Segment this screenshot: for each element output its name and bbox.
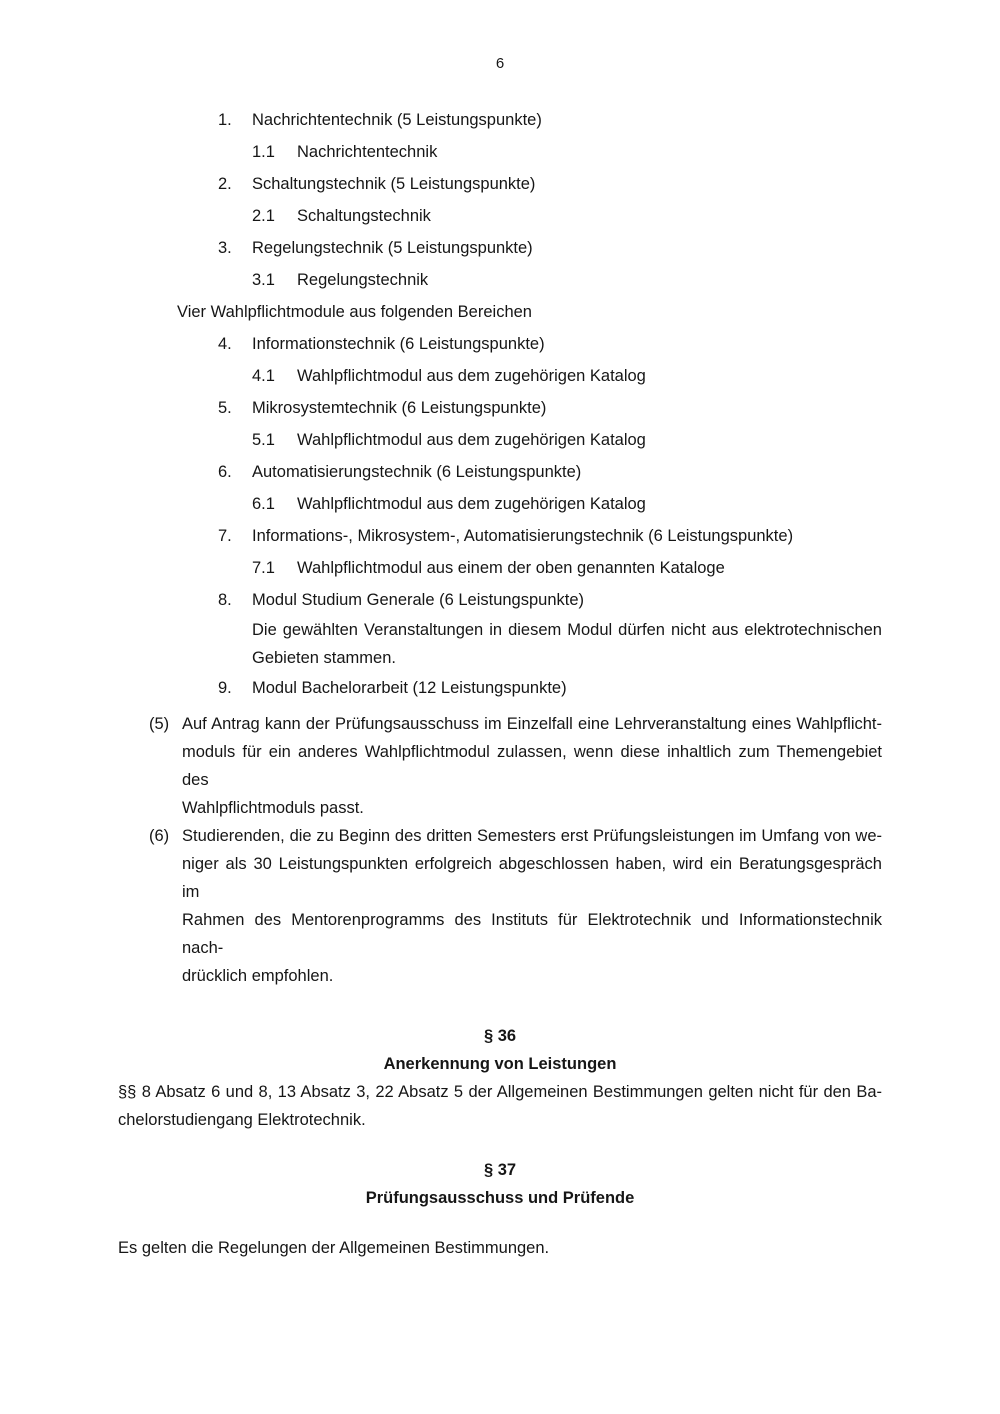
studium-generale-note-line-1: Die gewählten Veranstaltungen in diesem Modul dürfen nicht aus elektrotechnischen: [252, 621, 882, 639]
list-subitem-2-1-number: 2.1: [252, 207, 275, 225]
list-item-5-label: Mikrosystemtechnik (6 Leistungspunkte): [252, 399, 547, 417]
list-subitem-2-1-label: Schaltungstechnik: [297, 207, 431, 225]
paragraph-5-line-3: Wahlpflichtmoduls passt.: [182, 799, 364, 817]
list-item-9-number: 9.: [218, 679, 232, 697]
page-number: 6: [495, 55, 505, 72]
list-subitem-3-1-label: Regelungstechnik: [297, 271, 429, 289]
list-subitem-6-1-label: Wahlpflichtmodul aus dem zugehörigen Katalog: [297, 495, 646, 513]
paragraph-6-line-2: niger als 30 Leistungspunkten erfolgreich abgeschlossen haben, wird ein Beratungsgespräch im: [182, 855, 882, 901]
list-subitem-1-1-label: Nachrichtentechnik: [297, 143, 438, 161]
section-37-body: [118, 1234, 882, 1262]
paragraph-5-marker: (5): [149, 715, 170, 733]
list-subitem-7-1-number: 7.1: [252, 559, 275, 577]
list-item-9: [118, 672, 882, 704]
list-item-2-number: 2.: [218, 175, 232, 193]
list-item-8-label: Modul Studium Generale (6 Leistungspunkte): [252, 591, 585, 609]
list-subitem-7-1: [118, 552, 882, 584]
list-subitem-3-1: [118, 264, 882, 296]
electives-intro: Vier Wahlpflichtmodule aus folgenden Bereichen: [177, 303, 532, 321]
list-item-1: [118, 104, 882, 136]
list-subitem-3-1-number: 3.1: [252, 271, 275, 289]
list-item-1-label: Nachrichtentechnik (5 Leistungspunkte): [252, 111, 542, 129]
list-subitem-5-1: [118, 424, 882, 456]
list-subitem-2-1: [118, 200, 882, 232]
list-subitem-6-1: [118, 488, 882, 520]
studium-generale-note-line-2: Gebieten stammen.: [252, 649, 396, 667]
list-subitem-7-1-label: Wahlpflichtmodul aus einem der oben genannten Kataloge: [297, 559, 725, 577]
paragraph-5-line-2: moduls für ein anderes Wahlpflichtmodul zulassen, wenn diese inhaltlich zum Themengebiet des: [182, 743, 882, 789]
list-item-4-label: Informationstechnik (6 Leistungspunkte): [252, 335, 545, 353]
section-37-number: § 37: [483, 1161, 517, 1179]
paragraph-5: [118, 710, 882, 822]
list-item-3-number: 3.: [218, 239, 232, 257]
list-item-8-number: 8.: [218, 591, 232, 609]
list-item-3: [118, 232, 882, 264]
list-item-4-number: 4.: [218, 335, 232, 353]
list-item-7-label: Informations-, Mikrosystem-, Automatisierungstechnik (6 Leistungspunkte): [252, 527, 794, 545]
section-36-body-line-1: §§ 8 Absatz 6 und 8, 13 Absatz 3, 22 Absatz 5 der Allgemeinen Bestimmungen gelten nicht für den Ba-: [118, 1083, 882, 1101]
list-item-9-label: Modul Bachelorarbeit (12 Leistungspunkte): [252, 679, 567, 697]
list-subitem-4-1-label: Wahlpflichtmodul aus dem zugehörigen Katalog: [297, 367, 646, 385]
list-subitem-1-1-number: 1.1: [252, 143, 275, 161]
paragraph-6: [118, 822, 882, 990]
list-item-1-number: 1.: [218, 111, 232, 129]
section-36: [118, 1022, 882, 1134]
list-item-6-number: 6.: [218, 463, 232, 481]
section-36-body: [118, 1078, 882, 1134]
paragraph-6-line-3: Rahmen des Mentorenprogramms des Instituts für Elektrotechnik und Informationstechnik nach-: [182, 911, 882, 957]
list-subitem-1-1: [118, 136, 882, 168]
paragraph-5-line-1: Auf Antrag kann der Prüfungsausschuss im Einzelfall eine Lehrveranstaltung eines Wahlpflicht-: [182, 715, 882, 733]
list-item-6: [118, 456, 882, 488]
list-item-7: [118, 520, 882, 552]
list-item-7-number: 7.: [218, 527, 232, 545]
module-list: [118, 104, 882, 704]
list-subitem-6-1-number: 6.1: [252, 495, 275, 513]
section-36-title: Anerkennung von Leistungen: [383, 1055, 617, 1073]
section-37: [118, 1156, 882, 1262]
list-item-5: [118, 392, 882, 424]
list-subitem-5-1-label: Wahlpflichtmodul aus dem zugehörigen Katalog: [297, 431, 646, 449]
list-item-2: [118, 168, 882, 200]
list-subitem-5-1-number: 5.1: [252, 431, 275, 449]
section-36-body-line-2: chelorstudiengang Elektrotechnik.: [118, 1111, 366, 1129]
list-item-2-label: Schaltungstechnik (5 Leistungspunkte): [252, 175, 536, 193]
section-36-heading: [118, 1022, 882, 1078]
list-item-8: [118, 584, 882, 616]
list-item-3-label: Regelungstechnik (5 Leistungspunkte): [252, 239, 533, 257]
paragraph-6-line-1: Studierenden, die zu Beginn des dritten Semesters erst Prüfungsleistungen im Umfang von we-: [182, 827, 882, 845]
section-37-title: Prüfungsausschuss und Prüfende: [365, 1189, 635, 1207]
list-item-5-number: 5.: [218, 399, 232, 417]
paragraph-6-line-4: drücklich empfohlen.: [182, 967, 334, 985]
list-subitem-4-1-number: 4.1: [252, 367, 275, 385]
section-36-number: § 36: [483, 1027, 517, 1045]
list-item-4: [118, 328, 882, 360]
section-37-heading: [118, 1156, 882, 1212]
list-item-6-label: Automatisierungstechnik (6 Leistungspunkte): [252, 463, 582, 481]
section-37-body-line-1: Es gelten die Regelungen der Allgemeinen Bestimmungen.: [118, 1239, 550, 1257]
paragraph-6-marker: (6): [149, 827, 170, 845]
studium-generale-note: [118, 616, 882, 672]
list-subitem-4-1: [118, 360, 882, 392]
